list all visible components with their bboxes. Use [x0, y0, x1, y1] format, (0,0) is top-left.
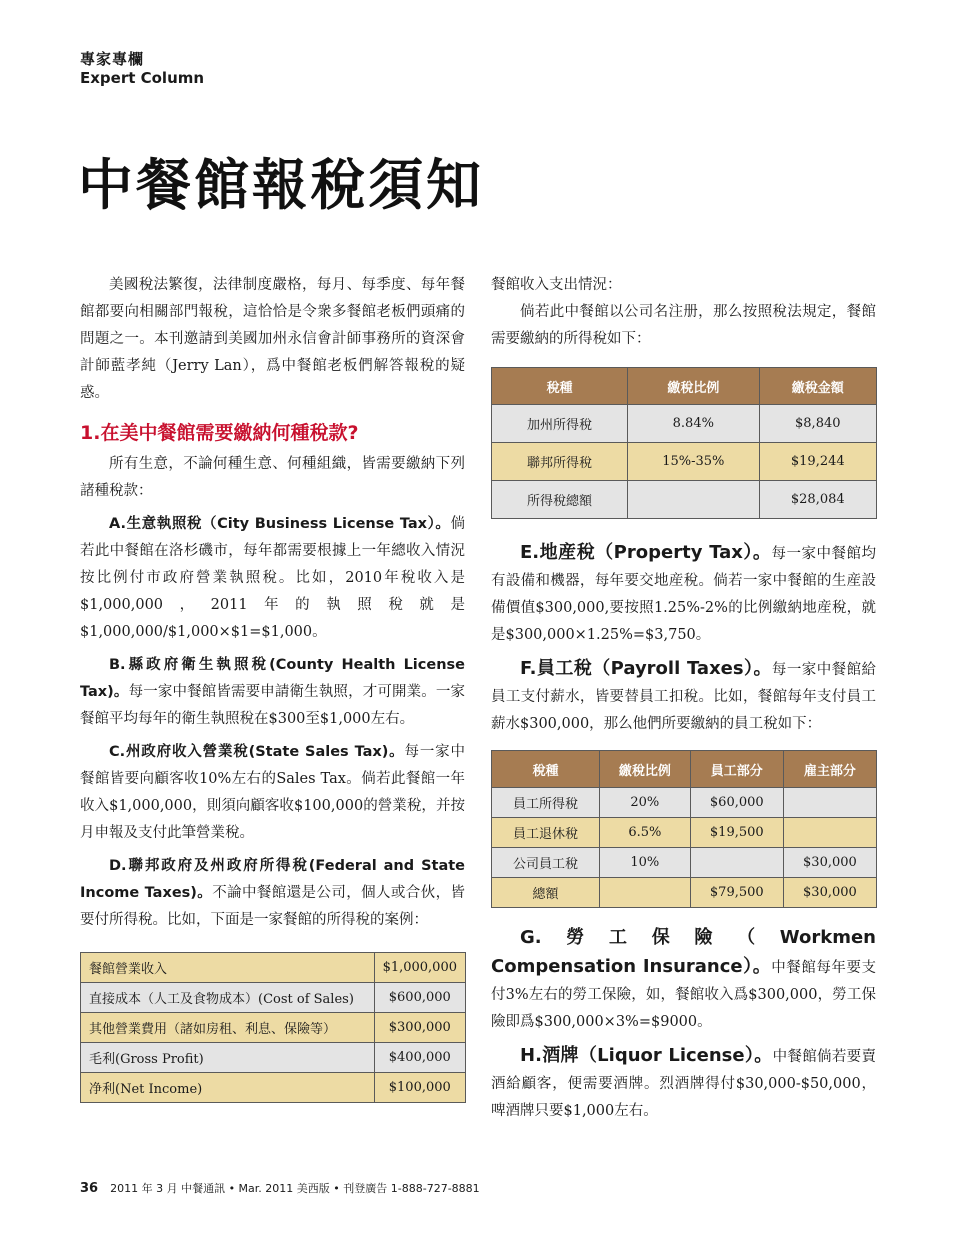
income-label: 毛利(Gross Profit): [81, 1043, 375, 1073]
table-cell: $30,000: [783, 848, 876, 878]
table-cell: 公司員工稅: [492, 848, 600, 878]
item-h: [491, 1042, 876, 1125]
item-a-heading: A.生意執照稅（City Business License Tax）。: [109, 516, 451, 532]
item-c-body: 每一家中餐館皆要向顧客收10%左右的Sales Tax。倘若此餐館一年收入$1,000,000，則須向顧客收$100,000的營業稅，并按月申報及支付此筆營業稅。: [80, 744, 465, 841]
page-footer: [80, 1180, 480, 1196]
income-label: 其他營業費用（諸如房租、利息、保險等）: [81, 1013, 375, 1043]
item-a-body: 倘若此中餐館在洛杉磯市，每年都需要根據上一年總收入情況按比例付市政府營業執照稅。比如，2010年稅收入是$1,000,000，2011年的執照稅就是$1,000,000/$1,000×$1=$1,000。: [80, 516, 465, 640]
item-b: [80, 652, 465, 733]
payroll-tax-table: [491, 750, 877, 908]
column-label-en: Expert Column: [80, 69, 205, 87]
table-row: [492, 788, 877, 818]
table-cell: $8,840: [759, 405, 876, 443]
column-header: 雇主部分: [783, 751, 876, 788]
section-heading: 1.在美中餐館需要繳納何種稅款?: [80, 422, 359, 444]
item-b-body: 每一家中餐館皆需要申請衛生執照，才可開業。一家餐館平均每年的衛生執照稅在$300至$1,000左右。: [80, 684, 465, 727]
table-cell: 員工所得稅: [492, 788, 600, 818]
left-column: [80, 272, 465, 1103]
table-header-row: [492, 368, 877, 405]
item-c: [80, 739, 465, 847]
column-header: 繳稅金額: [759, 368, 876, 405]
income-value: $300,000: [374, 1013, 465, 1043]
item-c-heading: C.州政府收入營業稅(State Sales Tax)。: [109, 744, 405, 760]
table-row: [492, 443, 877, 481]
item-a: [80, 511, 465, 646]
table-cell: 20%: [599, 788, 690, 818]
table-row: [81, 1013, 466, 1043]
table-header-row: [492, 751, 877, 788]
item-f-body: 每一家中餐館給員工支付薪水，皆要替員工扣稅。比如，餐館每年支付員工薪水$300,000，那么他們所要繳納的員工稅如下：: [491, 662, 876, 732]
table-cell: [599, 878, 690, 908]
item-e-heading: E.地産稅（Property Tax）。: [520, 542, 772, 563]
item-f: [491, 655, 876, 738]
column-header: 稅種: [492, 751, 600, 788]
column-label: [80, 50, 204, 88]
table-cell: 聯邦所得稅: [492, 443, 628, 481]
item-h-heading: H.酒牌（Liquor License）。: [520, 1045, 773, 1066]
table-row: [492, 878, 877, 908]
table-cell: 總額: [492, 878, 600, 908]
item-e-body: 每一家中餐館均有設備和機器，每年要交地産稅。倘若一家中餐館的生産設備價值$300,000,要按照1.25%-2%的比例繳納地産稅，就是$300,000×1.25%=$3,750。: [491, 546, 877, 643]
column-header: 繳稅比例: [628, 368, 759, 405]
table-row: [492, 405, 877, 443]
page-number: 36: [80, 1181, 99, 1196]
table-row: [81, 983, 466, 1013]
table-cell: [690, 848, 783, 878]
footer-text: 2011 年 3 月 中餐通訊 • Mar. 2011 美西版 • 刊登廣告 1-888-727-8881: [110, 1182, 480, 1195]
right-column: [491, 272, 876, 1125]
item-e: [491, 539, 876, 649]
table-cell: 8.84%: [628, 405, 759, 443]
table-cell: 所得稅總額: [492, 481, 628, 519]
table-cell: 員工退休稅: [492, 818, 600, 848]
item-b-heading: B.縣政府衛生執照稅(County Health License Tax)。: [80, 657, 465, 700]
income-label: 净利(Net Income): [81, 1073, 375, 1103]
income-value: $100,000: [374, 1073, 465, 1103]
table-row: [81, 1043, 466, 1073]
table-row: [492, 818, 877, 848]
right-paragraph-1: 餐館收入支出情況：: [491, 277, 622, 293]
item-g-heading: G.勞工保險（Workmen Compensation Insurance）。: [491, 927, 876, 977]
item-d-heading: D.聯邦政府及州政府所得稅(Federal and State Income Taxes)。: [80, 858, 465, 901]
table-row: [81, 1073, 466, 1103]
item-d: [80, 853, 465, 934]
table-cell: $60,000: [690, 788, 783, 818]
column-header: 稅種: [492, 368, 628, 405]
table-cell: 加州所得稅: [492, 405, 628, 443]
table-cell: $28,084: [759, 481, 876, 519]
column-header: 員工部分: [690, 751, 783, 788]
table-row: [492, 848, 877, 878]
table-cell: 15%-35%: [628, 443, 759, 481]
table-row: [492, 481, 877, 519]
income-label: 直接成本（人工及食物成本）(Cost of Sales): [81, 983, 375, 1013]
item-h-body: 中餐館倘若要賣酒給顧客，便需要酒牌。烈酒牌得付$30,000-$50,000，啤酒牌只要$1,000左右。: [491, 1049, 876, 1119]
table-row: [81, 953, 466, 983]
income-table: [80, 952, 466, 1103]
table-cell: 6.5%: [599, 818, 690, 848]
item-g-body: 中餐館每年要支付3%左右的勞工保險，如，餐館收入爲$300,000，勞工保險即爲$300,000×3%=$9000。: [491, 960, 877, 1030]
item-d-body: 不論中餐館還是公司，個人或合伙，皆要付所得稅。比如，下面是一家餐館的所得稅的案例：: [80, 885, 465, 928]
income-value: $400,000: [374, 1043, 465, 1073]
right-paragraph-2: 倘若此中餐館以公司名注册，那么按照稅法規定，餐館需要繳納的所得稅如下：: [491, 304, 876, 347]
item-f-heading: F.員工稅（Payroll Taxes）。: [520, 658, 772, 679]
table-cell: $30,000: [783, 878, 876, 908]
table-cell: $79,500: [690, 878, 783, 908]
income-label: 餐館營業收入: [81, 953, 375, 983]
table-cell: [783, 788, 876, 818]
section-intro: 所有生意，不論何種生意、何種組織，皆需要繳納下列諸種稅款：: [80, 456, 465, 499]
table-cell: 10%: [599, 848, 690, 878]
income-value: $1,000,000: [374, 953, 465, 983]
table-cell: [628, 481, 759, 519]
page-title: 中餐館報稅須知: [78, 152, 485, 217]
table-cell: $19,244: [759, 443, 876, 481]
income-tax-table: [491, 367, 877, 519]
income-value: $600,000: [374, 983, 465, 1013]
column-header: 繳稅比例: [599, 751, 690, 788]
column-label-zh: 專家專欄: [80, 50, 145, 68]
table-cell: [783, 818, 876, 848]
table-cell: $19,500: [690, 818, 783, 848]
item-g: [491, 924, 876, 1036]
intro-paragraph: 美國稅法繁復，法律制度嚴格，每月、每季度、每年餐館都要向相關部門報稅，這恰恰是令衆多餐館老板們頭痛的問題之一。本刊邀請到美國加州永信會計師事務所的資深會計師藍孝純（Jerry Lan），爲中餐館老板們解答報稅的疑惑。: [80, 277, 465, 401]
